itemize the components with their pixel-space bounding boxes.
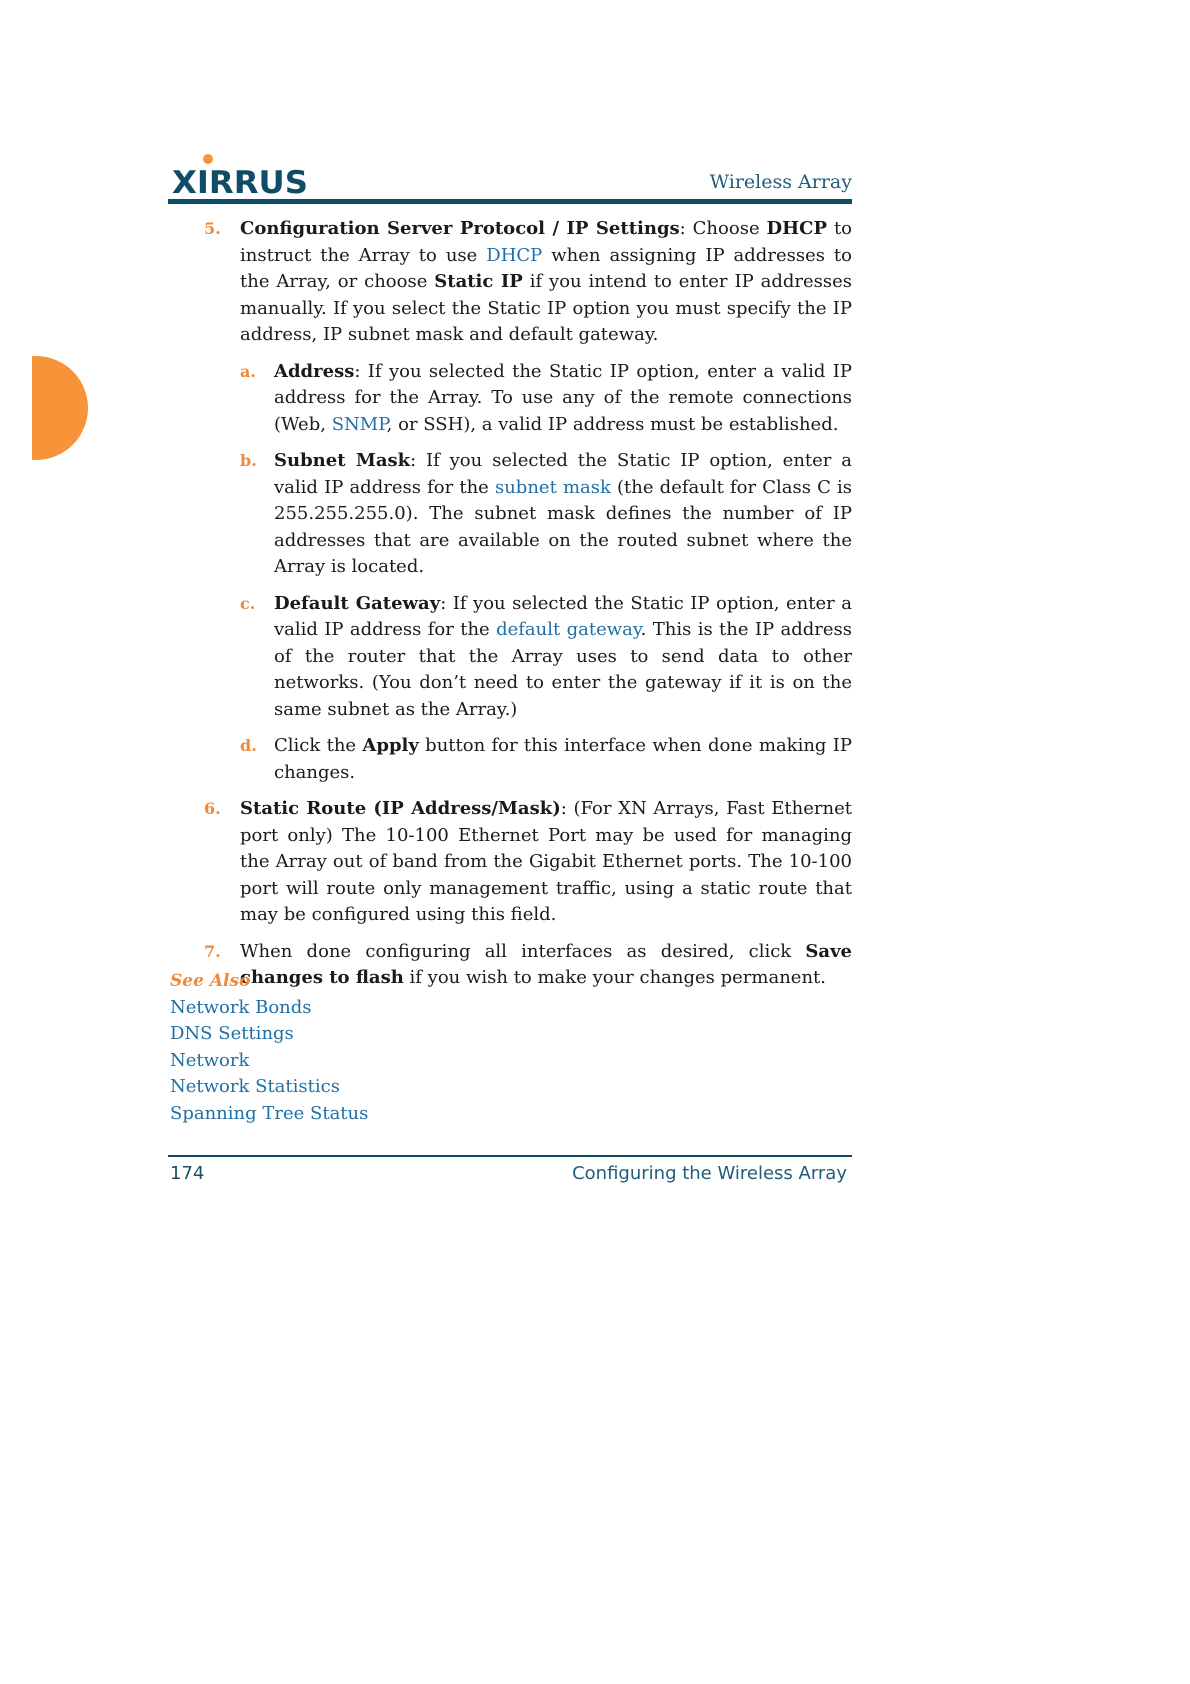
text-run: if you intend to enter IP addresses manually. If you select the Static IP option you must specify the IP address, IP subnet mask and default gateway. xyxy=(240,271,852,345)
text-run: : (For XN Arrays, Fast Ethernet port only) The 10-100 Ethernet Port may be used for managing the Array out of band from the Gigabit Ethernet ports. The 10-100 port will route only management traffic, using a static route that may be configured using this field. xyxy=(240,798,852,925)
bold-term: Apply xyxy=(362,735,419,756)
see-also-link[interactable]: Network Bonds xyxy=(170,996,312,1018)
bold-term: Static Route (IP Address/Mask) xyxy=(240,798,561,819)
glossary-link[interactable]: default gateway xyxy=(496,619,641,640)
see-also-link[interactable]: Network xyxy=(170,1049,250,1071)
see-also-title: See Also xyxy=(170,971,251,991)
substep-item xyxy=(240,733,852,786)
header-title: Wireless Array xyxy=(709,171,852,193)
substep-item xyxy=(240,591,852,724)
substep-text xyxy=(274,448,852,581)
text-run: : If you selected the Static IP option, enter a valid IP address for the xyxy=(274,592,852,640)
glossary-link[interactable]: SNMP xyxy=(331,413,387,435)
substep-text xyxy=(274,733,852,786)
text-run: when assigning IP addresses to the Array, or choose xyxy=(240,244,852,292)
svg-text:XIRRUS: XIRRUS xyxy=(172,165,308,197)
header-divider xyxy=(168,199,852,204)
bold-term: Save changes to flash xyxy=(240,940,852,988)
footer-divider xyxy=(168,1155,852,1157)
step-text xyxy=(240,796,852,929)
text-run: , or SSH), a valid IP address must be established. xyxy=(386,413,839,435)
step-item xyxy=(200,796,852,929)
page-number: 174 xyxy=(170,1163,205,1184)
bold-term: DHCP xyxy=(766,218,828,239)
step-item xyxy=(200,216,852,786)
text-run: to instruct the Array to use xyxy=(240,218,853,266)
substep-item xyxy=(240,448,852,581)
bold-term: Subnet Mask xyxy=(274,450,411,471)
see-also-link[interactable]: DNS Settings xyxy=(170,1023,294,1045)
text-run: : Choose xyxy=(679,218,767,239)
footer-section-title: Configuring the Wireless Array xyxy=(572,1163,847,1184)
substep-list xyxy=(240,359,852,787)
step-number: 7. xyxy=(204,941,221,961)
substep-letter: d. xyxy=(240,736,257,755)
bold-term: Address xyxy=(274,360,355,382)
see-also-section xyxy=(170,968,368,1128)
step-number: 6. xyxy=(204,799,221,818)
text-run: : If you selected the Static IP option, enter a valid IP address for the Array. To use any of the remote connections (Web, xyxy=(274,360,852,435)
see-also-links xyxy=(170,995,368,1128)
see-also-link[interactable]: Spanning Tree Status xyxy=(170,1102,369,1124)
substep-text xyxy=(274,359,852,439)
xirrus-logo xyxy=(172,151,312,197)
substep-letter: b. xyxy=(240,451,257,470)
bold-term: Static IP xyxy=(434,271,523,292)
bold-term: Default Gateway xyxy=(274,592,441,614)
bold-term: Configuration Server Protocol / IP Settings xyxy=(240,218,680,239)
substep-item xyxy=(240,359,852,439)
main-content xyxy=(200,216,852,1002)
text-run: : If you selected the Static IP option, enter a valid IP address for the xyxy=(274,450,852,498)
step-text xyxy=(240,216,852,349)
text-run: button for this interface when done making IP changes. xyxy=(274,735,852,783)
text-run: When done configuring all interfaces as desired, click xyxy=(240,940,806,962)
step-number: 5. xyxy=(204,219,221,238)
substep-letter: c. xyxy=(240,593,256,613)
glossary-link[interactable]: DHCP xyxy=(486,244,543,266)
see-also-link[interactable]: Network Statistics xyxy=(170,1076,340,1098)
glossary-link[interactable]: subnet mask xyxy=(494,476,611,498)
text-run: (the default for Class C is 255.255.255.0). The subnet mask defines the number of IP addresses that are available on the routed subnet where the Array is located. xyxy=(274,476,853,577)
substep-letter: a. xyxy=(240,361,256,381)
text-run: if you wish to make your changes permanent. xyxy=(403,967,826,988)
substep-text xyxy=(274,591,852,724)
text-run: Click the xyxy=(274,735,363,756)
chapter-tab-marker xyxy=(32,356,88,460)
text-run: . This is the IP address of the router that the Array uses to send data to other networks. (You don’t need to enter the gateway if it is on the same subnet as the Array.) xyxy=(274,619,852,720)
